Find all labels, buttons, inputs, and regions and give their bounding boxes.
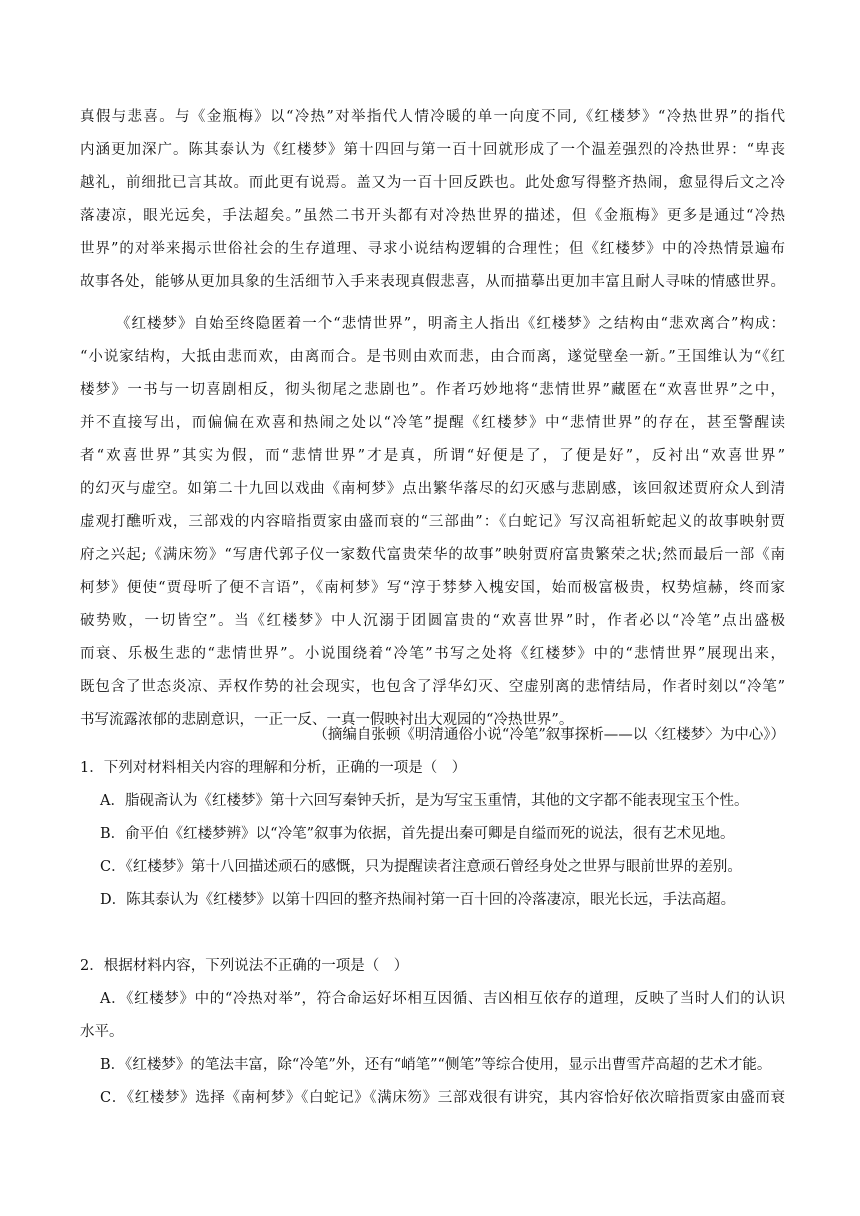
text-line: 越礼，前细批已言其故。而此更有说焉。盖又为一百十回反跌也。此处愈写得整齐热闹，愈显得后文之冷 <box>80 175 785 191</box>
paragraph-sad-world <box>80 308 785 737</box>
option-a[interactable]: A．脂砚斋认为《红楼梦》第十六回写秦钟夭折，是为写宝玉重情，其他的文字都不能表现宝玉个性。 <box>100 793 749 809</box>
option-d[interactable]: D．陈其泰认为《红楼梦》以第十四回的整齐热闹衬第一百十回的冷落凄凉，眼光长远，手法高超。 <box>100 892 736 908</box>
text-line: “小说家结构，大抵由悲而欢，由离而合。是书则由欢而悲，由合而离，遂觉壁垒一新。”王国维认为“《红 <box>80 349 785 365</box>
option-c[interactable]: C．《红楼梦》第十八回描述顽石的感慨，只为提醒读者注意顽石曾经身处之世界与眼前世界的差别。 <box>100 859 742 875</box>
question-stem: 2．根据材料内容，下列说法不正确的一项是（ ） <box>80 958 409 974</box>
text-line: 书写流露浓郁的悲剧意识，一正一反、一真一假映衬出大观园的“冷热世界”。 <box>80 712 574 728</box>
text-line: 破势败，一切皆空”。当《红楼梦》中人沉溺于团圆富贵的“欢喜世界”时，作者必以“冷笔”点出盛极 <box>80 613 785 629</box>
option-a-continuation: 水平。 <box>80 1024 124 1040</box>
option-a[interactable]: A．《红楼梦》中的“冷热对举”，符合命运好坏相互因循、吉凶相互依存的道理，反映了当时人们的认识 <box>100 991 785 1007</box>
source-citation: （摘编自张顿《明清通俗小说“冷笔”叙事探析——以〈红楼梦〉为中心》） <box>313 727 785 743</box>
text-line: 落凄凉，眼光远矣，手法超矣。”虽然二书开头都有对冷热世界的描述，但《金瓶梅》更多是通过“冷热 <box>80 208 785 224</box>
text-line: 虚观打醮听戏，三部戏的内容暗指贾家由盛而衰的“三部曲”：《白蛇记》写汉高祖斩蛇起义的故事映射贾 <box>80 514 785 530</box>
option-c[interactable]: C．《红楼梦》选择《南柯梦》《白蛇记》《满床笏》三部戏很有讲究，其内容恰好依次暗指贾家由盛而衰 <box>100 1090 785 1106</box>
option-b[interactable]: B．俞平伯《红楼梦辨》以“冷笔”叙事为依据，首先提出秦可卿是自缢而死的说法，很有艺术见地。 <box>100 826 735 842</box>
question-2 <box>80 950 785 1115</box>
paragraph-continuation <box>80 101 785 299</box>
question-1 <box>80 752 785 917</box>
text-line: 既包含了世态炎凉、弄权作势的社会现实，也包含了浮华幻灭、空虚别离的悲情结局，作者时刻以“冷笔” <box>80 679 785 695</box>
text-line: 故事各处，能够从更加具象的生活细节入手来表现真假悲喜，从而描摹出更加丰富且耐人寻味的情感世界。 <box>80 274 785 290</box>
text-line: 楼梦》一书与一切喜剧相反，彻头彻尾之悲剧也”。作者巧妙地将“悲情世界”藏匿在“欢喜世界”之中， <box>80 382 785 398</box>
text-line: 真假与悲喜。与《金瓶梅》以“冷热”对举指代人情冷暖的单一向度不同,《红楼梦》“冷热世界”的指代 <box>80 109 785 125</box>
text-line: 世界”的对举来揭示世俗社会的生存道理、寻求小说结构逻辑的合理性；但《红楼梦》中的冷热情景遍布 <box>80 241 785 257</box>
text-line: 并不直接写出，而偏偏在欢喜和热闹之处以“冷笔”提醒《红楼梦》中“悲情世界”的存在，甚至警醒读 <box>80 415 785 431</box>
text-line: 者“欢喜世界”其实为假，而“悲情世界”才是真，所谓“好便是了，了便是好”，反衬出“欢喜世界” <box>80 448 785 464</box>
text-line: 府之兴起;《满床笏》“写唐代郭子仪一家数代富贵荣华的故事”映射贾府富贵繁荣之状;然而最后一部《南 <box>80 547 785 563</box>
text-line: 的幻灭与虚空。如第二十九回以戏曲《南柯梦》点出繁华落尽的幻灭感与悲剧感，该回叙述贾府众人到清 <box>80 481 785 497</box>
option-b[interactable]: B．《红楼梦》的笔法丰富，除“冷笔”外，还有“峭笔”“侧笔”等综合使用，显示出曹雪芹高超的艺术才能。 <box>100 1057 772 1073</box>
text-line: 柯梦》便使“贾母听了便不言语”，《南柯梦》写“淳于棼梦入槐安国，始而极富极贵，权势煊赫，终而家 <box>80 580 785 596</box>
text-line: 《红楼梦》自始至终隐匿着一个“悲情世界”，明斋主人指出《红楼梦》之结构由“悲欢离合”构成： <box>116 316 785 332</box>
text-line: 内涵更加深广。陈其泰认为《红楼梦》第十四回与第一百十回就形成了一个温差强烈的冷热世界：“卑丧 <box>80 142 785 158</box>
text-line: 而衰、乐极生悲的“悲情世界”。小说围绕着“冷笔”书写之处将《红楼梦》中的“悲情世界”展现出来， <box>80 646 785 662</box>
question-stem: 1．下列对材料相关内容的理解和分析，正确的一项是（ ） <box>80 760 467 776</box>
